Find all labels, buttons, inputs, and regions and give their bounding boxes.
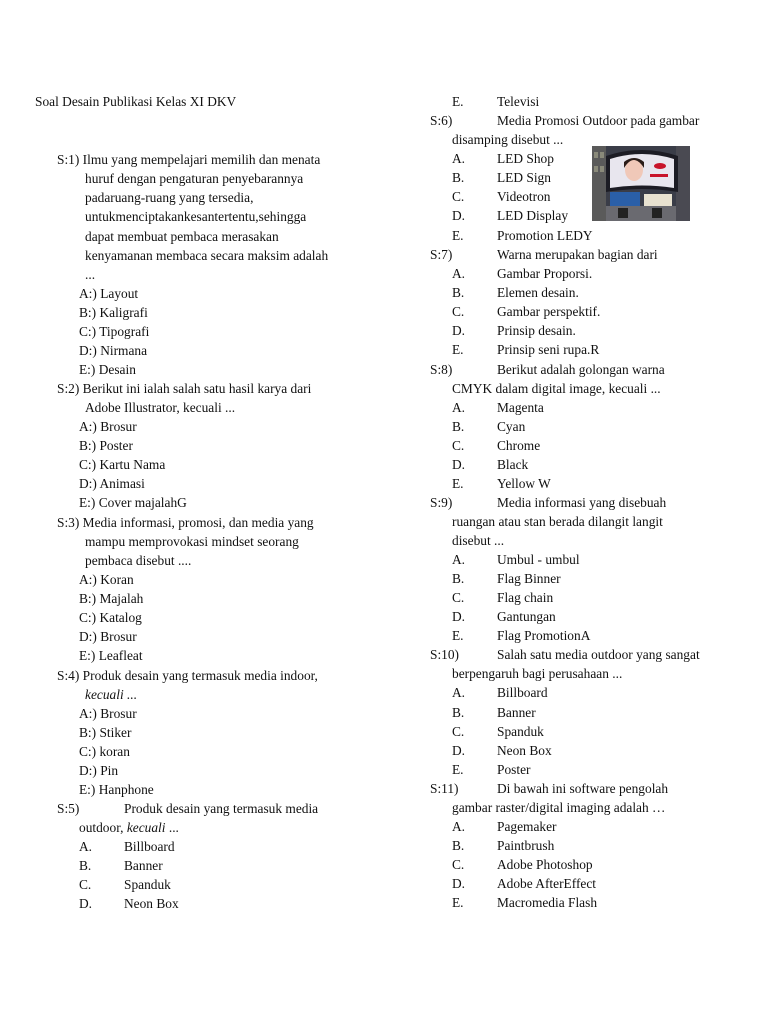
option-b: Flag Binner [497,571,561,586]
option-e: Promotion LEDY [497,228,593,243]
option-d: Neon Box [497,743,552,758]
option-letter: B. [452,705,465,720]
option-c: C:) Katalog [79,610,142,625]
question-1-line: padaruang-ruang yang tersedia, [85,190,254,205]
option-b: LED Sign [497,170,551,185]
option-d: D:) Animasi [79,476,145,491]
option-letter: E. [452,628,464,643]
option-d: LED Display [497,208,569,223]
option-c: Chrome [497,438,541,453]
option-c: Spanduk [497,724,544,739]
option-a: A:) Layout [79,286,139,301]
option-a: LED Shop [497,151,554,166]
question-2-line: S:2) Berikut ini ialah salah satu hasil karya dari [57,381,312,396]
option-d: D:) Pin [79,763,119,778]
option-b: Banner [124,858,163,873]
option-a: Pagemaker [497,819,557,834]
option-letter: A. [452,819,466,834]
option-letter: A. [452,266,466,281]
option-a: Umbul - umbul [497,552,580,567]
option-letter: D. [452,876,466,891]
option-b: Paintbrush [497,838,555,853]
option-letter: A. [452,552,466,567]
option-e: E:) Leafleat [79,648,143,663]
question-1-line: huruf dengan pengaturan penyebarannya [85,171,304,186]
option-a: A:) Koran [79,572,134,587]
option-c: Spanduk [124,877,171,892]
option-e: Yellow W [497,476,551,491]
option-c: Videotron [497,189,551,204]
option-letter: B. [452,419,465,434]
option-b: B:) Kaligrafi [79,305,148,320]
option-letter: C. [79,877,92,892]
option-a: Billboard [497,685,548,700]
option-letter: E. [452,94,464,109]
option-letter: A. [452,685,466,700]
document-title: Soal Desain Publikasi Kelas XI DKV [35,94,237,109]
option-letter: D. [452,208,466,223]
option-e: Flag PromotionA [497,628,591,643]
option-c: Gambar perspektif. [497,304,601,319]
option-d: Neon Box [124,896,179,911]
question-8-line: CMYK dalam digital image, kecuali ... [452,381,661,396]
option-b: B:) Stiker [79,725,132,740]
option-letter: D. [452,743,466,758]
option-letter: D. [452,323,466,338]
option-letter: C. [452,438,465,453]
option-letter: E. [452,342,464,357]
question-3-line: mampu memprovokasi mindset seorang [85,534,299,549]
question-10-line: Salah satu media outdoor yang sangat [497,647,700,662]
option-a: Gambar Proporsi. [497,266,593,281]
option-a: A:) Brosur [79,706,137,721]
question-8-line: Berikut adalah golongan warna [497,362,665,377]
question-1-line: ... [85,267,96,282]
question-10-line: berpengaruh bagi perusahaan ... [452,666,623,681]
option-letter: C. [452,724,465,739]
option-letter: D. [79,896,93,911]
option-letter: B. [452,170,465,185]
option-letter: B. [452,285,465,300]
option-letter: C. [452,857,465,872]
option-d: Black [497,457,529,472]
question-2-line: Adobe Illustrator, kecuali ... [85,400,236,415]
option-letter: C. [452,304,465,319]
option-letter: E. [452,228,464,243]
question-5-line: outdoor, kecuali ... [79,820,179,835]
question-1-line: S:1) Ilmu yang mempelajari memilih dan menata [57,152,321,167]
option-letter: C. [452,590,465,605]
option-e: E:) Hanphone [79,782,154,797]
option-letter: A. [452,151,466,166]
question-number: S:6) [430,113,453,128]
question-4-line: kecuali ... [85,687,138,702]
question-4-line: S:4) Produk desain yang termasuk media indoor, [57,668,318,683]
option-letter: D. [452,457,466,472]
question-number: S:10) [430,647,460,662]
question-9-line: ruangan atau stan berada dilangit langit [452,514,663,529]
question-11-line: Di bawah ini software pengolah [497,781,669,796]
option-d: D:) Brosur [79,629,137,644]
option-c: C:) koran [79,744,130,759]
question-3-line: pembaca disebut .... [85,553,192,568]
question-number: S:11) [430,781,459,796]
option-d: Gantungan [497,609,556,624]
question-6-line: Media Promosi Outdoor pada gambar [497,113,700,128]
question-6-line: disamping disebut ... [452,132,564,147]
question-7-line: Warna merupakan bagian dari [497,247,658,262]
led-billboard-photo [592,146,690,221]
option-d: Prinsip desain. [497,323,576,338]
option-letter: B. [452,838,465,853]
option-e: Poster [497,762,531,777]
question-3-line: S:3) Media informasi, promosi, dan media yang [57,515,314,530]
option-letter: B. [79,858,92,873]
question-11-line: gambar raster/digital imaging adalah … [452,800,666,815]
question-number: S:8) [430,362,453,377]
option-e: E:) Desain [79,362,136,377]
option-e: Macromedia Flash [497,895,598,910]
option-letter: C. [452,189,465,204]
question-1-line: kenyamanan membaca secara maksim adalah [85,248,329,263]
option-letter: E. [452,895,464,910]
option-c: Flag chain [497,590,554,605]
question-number: S:7) [430,247,453,262]
option-a: Magenta [497,400,544,415]
question-number: S:5) [57,801,80,816]
option-letter: B. [452,571,465,586]
option-c: Adobe Photoshop [497,857,593,872]
question-5-line: Produk desain yang termasuk media [124,801,319,816]
option-c: C:) Kartu Nama [79,457,166,472]
option-letter: D. [452,609,466,624]
led-billboard-photo-icon [592,146,690,221]
option-d: D:) Nirmana [79,343,148,358]
option-c: C:) Tipografi [79,324,150,339]
option-d: Adobe AfterEffect [497,876,597,891]
option-a: A:) Brosur [79,419,137,434]
option-e: Televisi [497,94,540,109]
question-9-line: Media informasi yang disebuah [497,495,667,510]
question-1-line: untukmenciptakankesantertentu,sehingga [85,209,307,224]
option-b: Cyan [497,419,526,434]
option-b: B:) Majalah [79,591,144,606]
option-b: Elemen desain. [497,285,579,300]
option-b: B:) Poster [79,438,133,453]
question-number: S:9) [430,495,453,510]
option-b: Banner [497,705,536,720]
option-letter: E. [452,762,464,777]
question-1-line: dapat membuat pembaca merasakan [85,229,279,244]
option-letter: A. [79,839,93,854]
question-9-line: disebut ... [452,533,505,548]
option-e: Prinsip seni rupa.R [497,342,600,357]
option-e: E:) Cover majalahG [79,495,187,510]
option-letter: A. [452,400,466,415]
option-a: Billboard [124,839,175,854]
option-letter: E. [452,476,464,491]
